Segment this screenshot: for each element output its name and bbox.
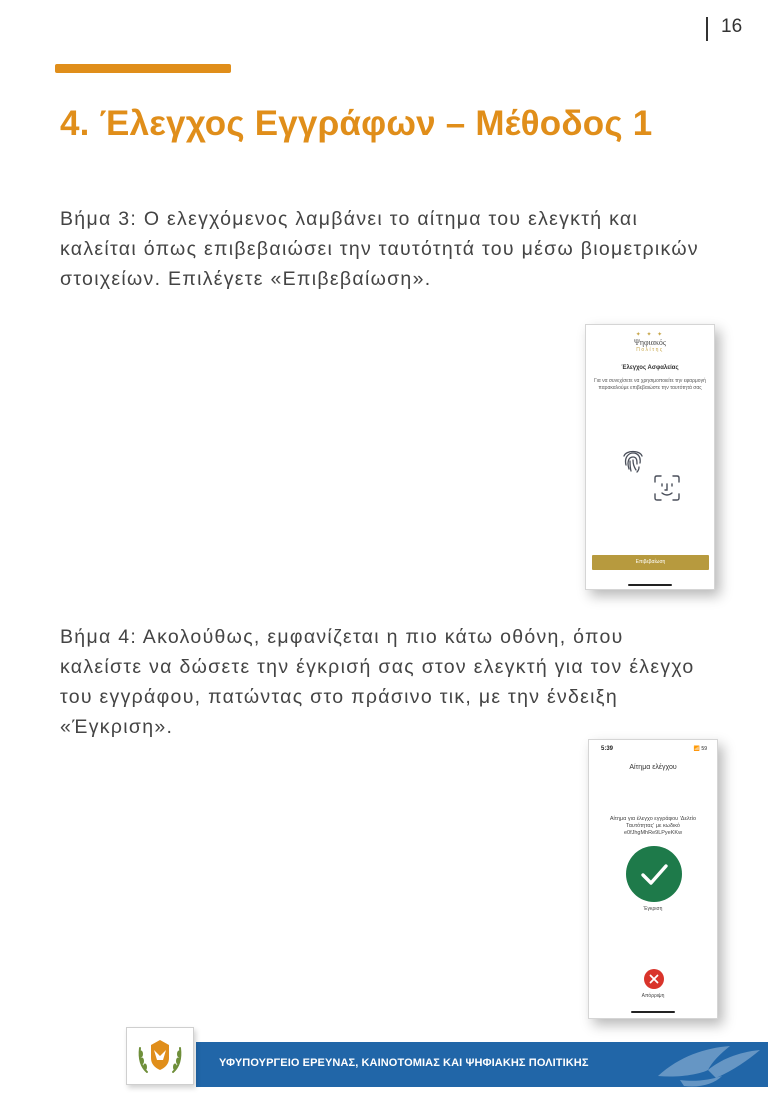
home-indicator [631,1011,675,1013]
ministry-name: ΥΦΥΠΟΥΡΓΕΙΟ ΕΡΕΥΝΑΣ, ΚΑΙΝΟΤΟΜΙΑΣ ΚΑΙ ΨΗΦΙΑΚΗΣ ΠΟΛΙΤΙΚΗΣ [219,1057,589,1069]
approval-request-screenshot [588,739,718,1019]
approve-button[interactable] [626,846,682,902]
security-check-screenshot [585,324,715,590]
title-accent-bar [55,64,231,73]
app-logo-subtitle: Πολίτης [636,347,664,353]
app-logo-name: Ψηφιακός [633,338,667,347]
request-header: Αίτημα ελέγχου [629,764,677,771]
page-title: 4. Έλεγχος Εγγράφων – Μέθοδος 1 [60,104,653,143]
security-check-instructions: Για να συνεχίσετε να χρησιμοποιείτε την εφαρμογή παρακαλούμε επιβεβαιώστε την ταυτότητά σας [594,378,706,391]
approve-label: Έγκριση [643,906,663,912]
security-check-heading: Έλεγχος Ασφαλείας [621,365,679,371]
page-number-divider [706,17,708,41]
status-bar-time: 5:39 [601,746,614,752]
app-logo-stars: ✦ ✦ ✦ [635,332,665,338]
step-4-text: Βήμα 4: Ακολούθως, εμφανίζεται η πιο κάτω οθόνη, όπου καλείστε να δώσετε την έγκρισή σας στον ελεγκτή για τον έλεγχο του εγγράφου, πατώντας στο πράσινο τικ, με την ένδειξη «Έγκριση». [60,626,695,738]
fingerprint-icon [618,445,648,480]
dove-watermark-icon [650,1036,765,1096]
status-bar-indicators: 📶 59 [693,746,707,752]
reject-label: Απόρριψη [641,993,665,999]
request-message: Αίτημα για έλεγχο εγγράφου 'Δελτίο Ταυτότητας' με κωδικό e0fJhgMhRe9LPyeKKw [609,816,697,836]
page-number: 16 [721,16,743,37]
confirm-button[interactable]: Επιβεβαίωση [592,555,709,570]
close-icon [644,969,664,989]
reject-button[interactable] [644,969,664,989]
check-icon [626,846,682,902]
face-id-icon [652,473,682,508]
cyprus-emblem-logo [126,1027,194,1085]
home-indicator [628,584,672,586]
step-3-text: Βήμα 3: Ο ελεγχόμενος λαμβάνει το αίτημα του ελεγκτή και καλείται όπως επιβεβαιώσει την ταυτότητά του μέσω βιομετρικών στοιχείων. Επιλέγετε «Επιβεβαίωση». [60,208,699,290]
